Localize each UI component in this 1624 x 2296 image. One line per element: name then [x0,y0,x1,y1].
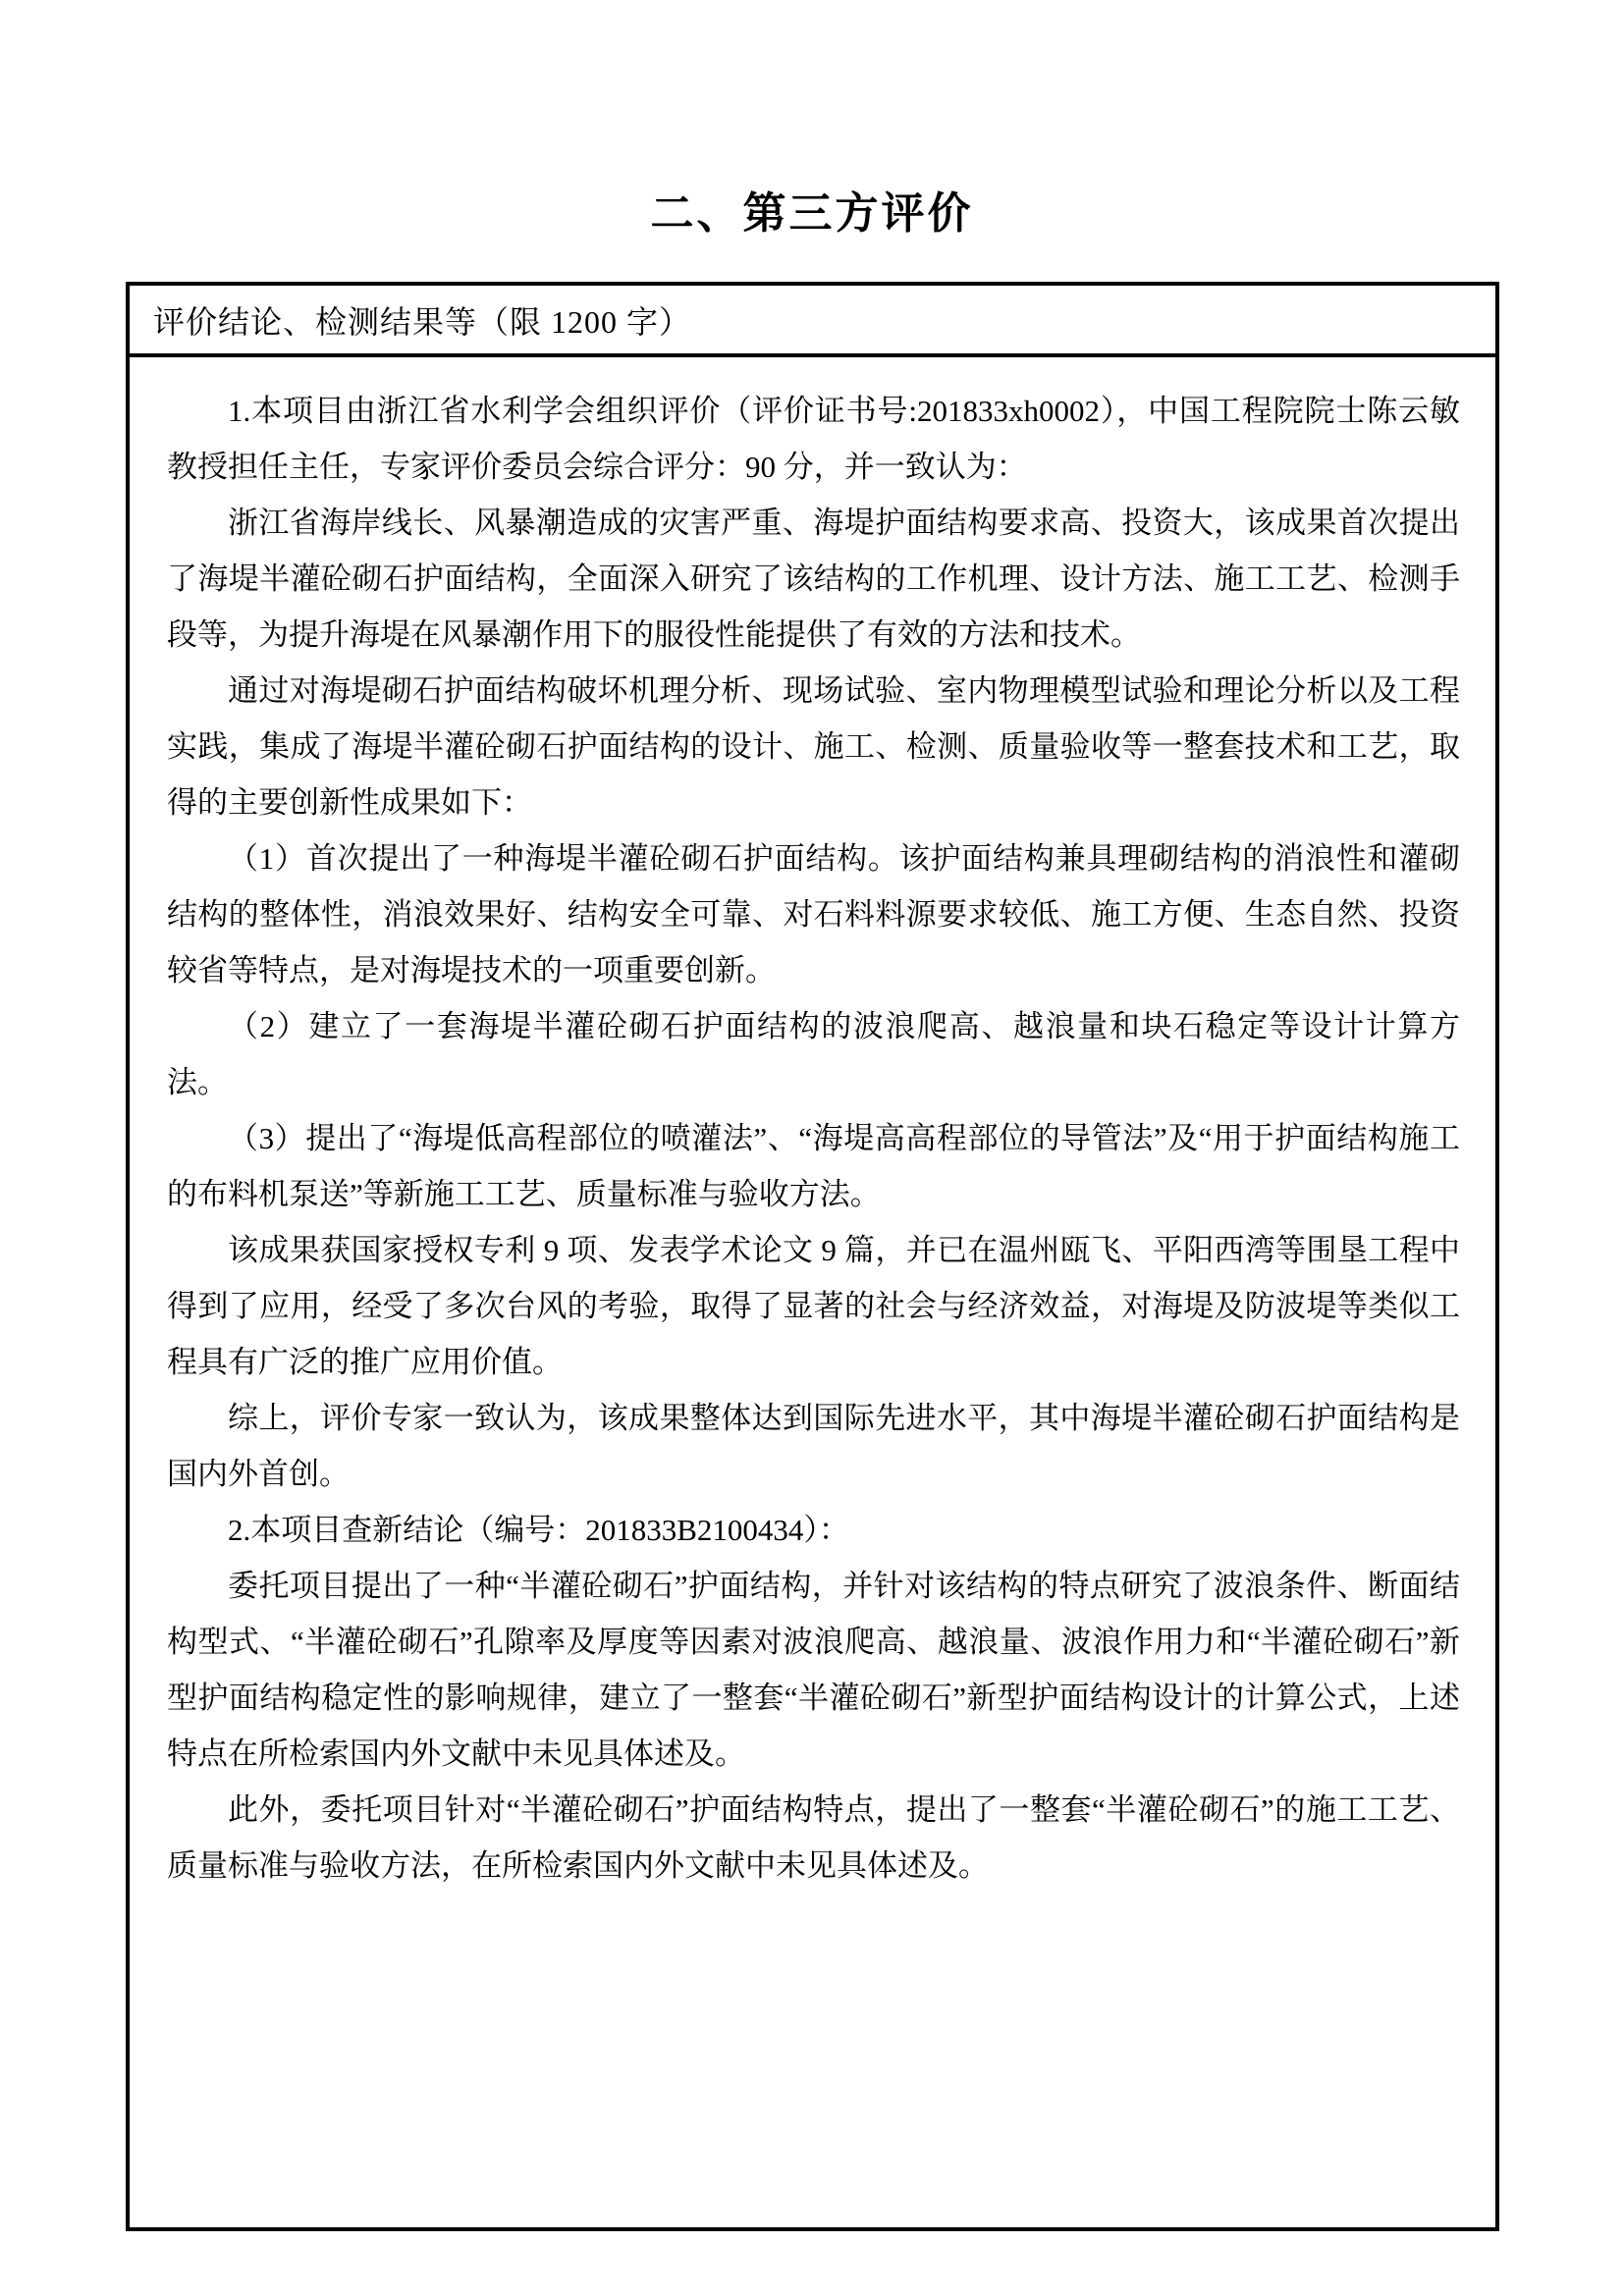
body-paragraph: （2）建立了一套海堤半灌砼砌石护面结构的波浪爬高、越浪量和块石稳定等设计计算方法。 [167,1009,1460,1099]
page-title: 二、第三方评价 [650,189,974,238]
table-header-row [130,286,1495,357]
table-header-label: 评价结论、检测结果等（限 1200 字） [153,303,692,340]
body-paragraph: 2.本项目查新结论（编号：201833B2100434）： [228,1513,849,1547]
table-body-cell [130,357,1495,1894]
body-paragraph: （1）首次提出了一种海堤半灌砼砌石护面结构。该护面结构兼具理砌结构的消浪性和灌砌结构的整体性，消浪效果好、结构安全可靠、对石料料源要求较低、施工方便、生态自然、投资较省等特点，是对海堤技术的一项重要创新。 [167,841,1460,988]
body-paragraph: 通过对海堤砌石护面结构破坏机理分析、现场试验、室内物理模型试验和理论分析以及工程实践，集成了海堤半灌砼砌石护面结构的设计、施工、检测、质量验收等一整套技术和工艺，取得的主要创新性成果如下： [167,673,1460,820]
body-paragraph: 综上，评价专家一致认为，该成果整体达到国际先进水平，其中海堤半灌砼砌石护面结构是国内外首创。 [167,1401,1460,1491]
body-paragraph: 浙江省海岸线长、风暴潮造成的灾害严重、海堤护面结构要求高、投资大，该成果首次提出了海堤半灌砼砌石护面结构，全面深入研究了该结构的工作机理、设计方法、施工工艺、检测手段等，为提升海堤在风暴潮作用下的服役性能提供了有效的方法和技术。 [167,506,1460,652]
evaluation-table [126,282,1499,2231]
body-paragraph: 委托项目提出了一种“半灌砼砌石”护面结构，并针对该结构的特点研究了波浪条件、断面结构型式、“半灌砼砌石”孔隙率及厚度等因素对波浪爬高、越浪量、波浪作用力和“半灌砼砌石”新型护面结构稳定性的影响规律，建立了一整套“半灌砼砌石”新型护面结构设计的计算公式，上述特点在所检索国内外文献中未见具体述及。 [167,1569,1460,1771]
body-paragraph: （3）提出了“海堤低高程部位的喷灌法”、“海堤高高程部位的导管法”及“用于护面结构施工的布料机泵送”等新施工工艺、质量标准与验收方法。 [167,1121,1460,1211]
body-paragraph: 此外，委托项目针对“半灌砼砌石”护面结构特点，提出了一整套“半灌砼砌石”的施工工艺、质量标准与验收方法，在所检索国内外文献中未见具体述及。 [167,1792,1460,1883]
body-paragraph: 该成果获国家授权专利 9 项、发表学术论文 9 篇，并已在温州瓯飞、平阳西湾等围垦工程中得到了应用，经受了多次台风的考验，取得了显著的社会与经济效益，对海堤及防波堤等类似工程具有广泛的推广应用价值。 [167,1233,1460,1379]
body-paragraph: 1.本项目由浙江省水利学会组织评价（评价证书号:201833xh0002），中国工程院院士陈云敏教授担任主任，专家评价委员会综合评分：90 分，并一致认为： [167,394,1460,484]
